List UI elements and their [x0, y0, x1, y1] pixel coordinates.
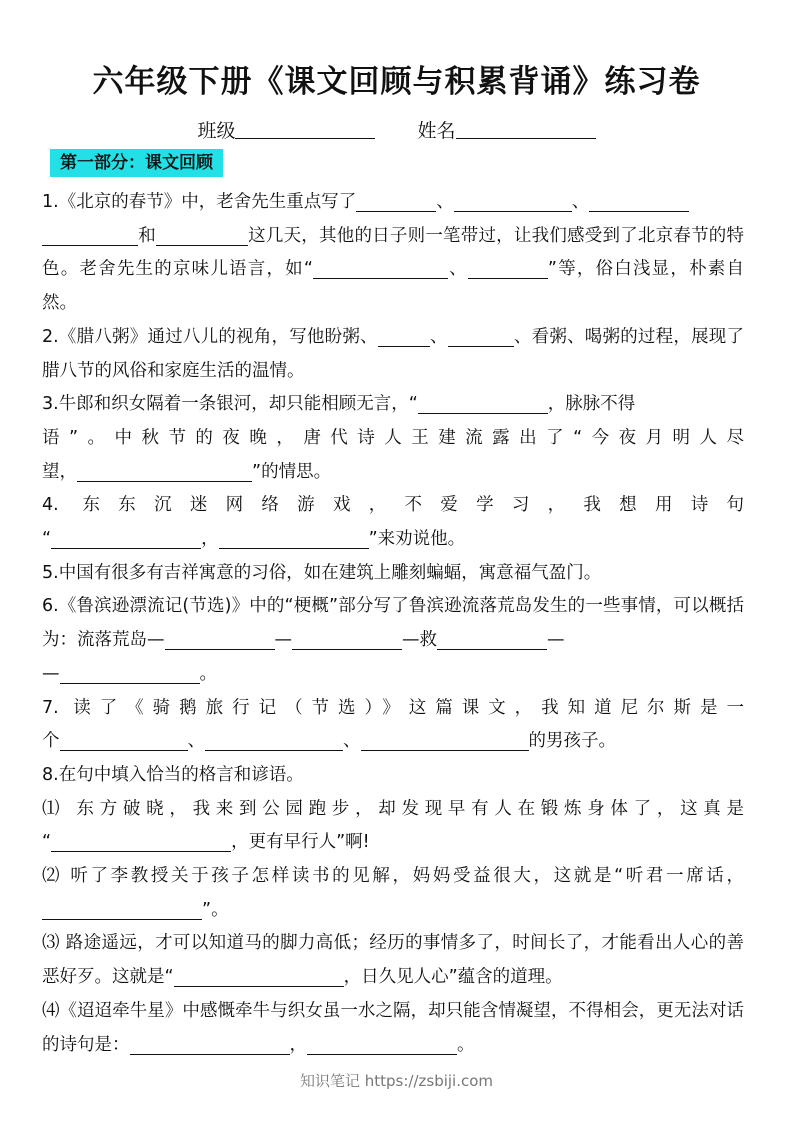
answer-blank[interactable] [448, 324, 514, 347]
footer-watermark: 知识笔记 https://zsbiji.com [299, 1072, 494, 1090]
question-8-1-line2: “ ，更有早行人”啊! [42, 826, 744, 860]
question-7-line2: 个 、 、 的男孩子。 [42, 725, 744, 759]
name-blank[interactable] [456, 118, 596, 139]
answer-blank[interactable] [205, 728, 343, 751]
answer-blank[interactable] [313, 256, 448, 279]
answer-blank[interactable] [156, 223, 248, 246]
question-3: 3.牛郎和织女隔着一条银河，却只能相顾无言，“ ，脉脉不得 [42, 388, 744, 422]
question-1: 1.《北京的春节》中，老舍先生重点写了 、 、 和 这几天，其他的日子则一笔带过，让我们感受到了北京春节的特色。老舍先生的京味儿语言，如“ 、 ”等，俗白浅显，朴素自然。 [42, 186, 744, 321]
answer-blank[interactable] [437, 627, 547, 650]
question-5: 5.中国有很多有吉祥寓意的习俗，如在建筑上雕刻蝙蝠，寓意福气盈门。 [42, 562, 602, 583]
answer-blank[interactable] [51, 829, 231, 852]
question-4-line2: “ ， ”来劝说他。 [42, 523, 744, 557]
class-blank[interactable] [235, 118, 375, 139]
student-info-row [0, 117, 793, 145]
answer-blank[interactable] [165, 627, 275, 650]
question-4: 4. 东东沉迷网络游戏，不爱学习，我想用诗句 [42, 495, 744, 516]
answer-blank[interactable] [418, 391, 548, 414]
questions [42, 186, 744, 1062]
question-2: 2.《腊八粥》通过八儿的视角，写他盼粥、 、 、看粥、喝粥的过程，展现了腊八节的风俗和家庭生活的温情。 [42, 321, 744, 388]
question-8-2: ⑵ 听了李教授关于孩子怎样读书的见解，妈妈受益很大，这就是“听君一席话，”。 [42, 866, 744, 920]
answer-blank[interactable] [60, 728, 188, 751]
answer-blank[interactable] [356, 189, 436, 212]
name-label: 姓名 [417, 120, 456, 142]
page-title: 六年级下册《课文回顾与积累背诵》练习卷 [92, 64, 701, 100]
question-6: 6.《鲁滨逊漂流记(节选)》中的“梗概”部分写了鲁滨逊流落荒岛发生的一些事情，可以概括为：流落荒岛— — —救 — — 。 [42, 596, 744, 684]
question-7: 7. 读了《骑鹅旅行记（节选）》这篇课文，我知道尼尔斯是一 [42, 697, 744, 718]
question-8-1: ⑴ 东方破晓，我来到公园跑步，却发现早有人在锻炼身体了，这真是 [42, 798, 744, 819]
question-8-heading: 8.在句中填入恰当的格言和谚语。 [42, 764, 304, 785]
question-8-4: ⑷《迢迢牵牛星》中感慨牵牛与织女虽一水之隔，却只能含情凝望，不得相会，更无法对话的诗句是： ， 。 [42, 1000, 744, 1055]
answer-blank[interactable] [454, 189, 572, 212]
answer-blank[interactable] [468, 256, 548, 279]
question-3-line2: 语”。中秋节的夜晚，唐代诗人王建流露出了“今夜月明人尽 [42, 427, 744, 448]
answer-blank[interactable] [42, 223, 138, 246]
section-heading: 第一部分：课文回顾 [50, 149, 223, 177]
answer-blank[interactable] [51, 526, 201, 549]
question-8-3: ⑶ 路途遥远，才可以知道马的脚力高低；经历的事情多了，时间长了，才能看出人心的善恶好歹。这就是“ ，日久见人心”蕴含的道理。 [42, 933, 744, 988]
class-label: 班级 [197, 120, 236, 142]
question-3-line3: 望， ”的情思。 [42, 456, 744, 490]
answer-blank[interactable] [292, 627, 402, 650]
answer-blank[interactable] [589, 189, 689, 212]
answer-blank[interactable] [219, 526, 369, 549]
answer-blank[interactable] [361, 728, 529, 751]
answer-blank[interactable] [77, 459, 252, 482]
answer-blank[interactable] [307, 1032, 457, 1055]
answer-blank[interactable] [174, 964, 344, 987]
answer-blank[interactable] [130, 1032, 290, 1055]
answer-blank[interactable] [42, 897, 202, 920]
answer-blank[interactable] [60, 661, 200, 684]
answer-blank[interactable] [378, 324, 430, 347]
